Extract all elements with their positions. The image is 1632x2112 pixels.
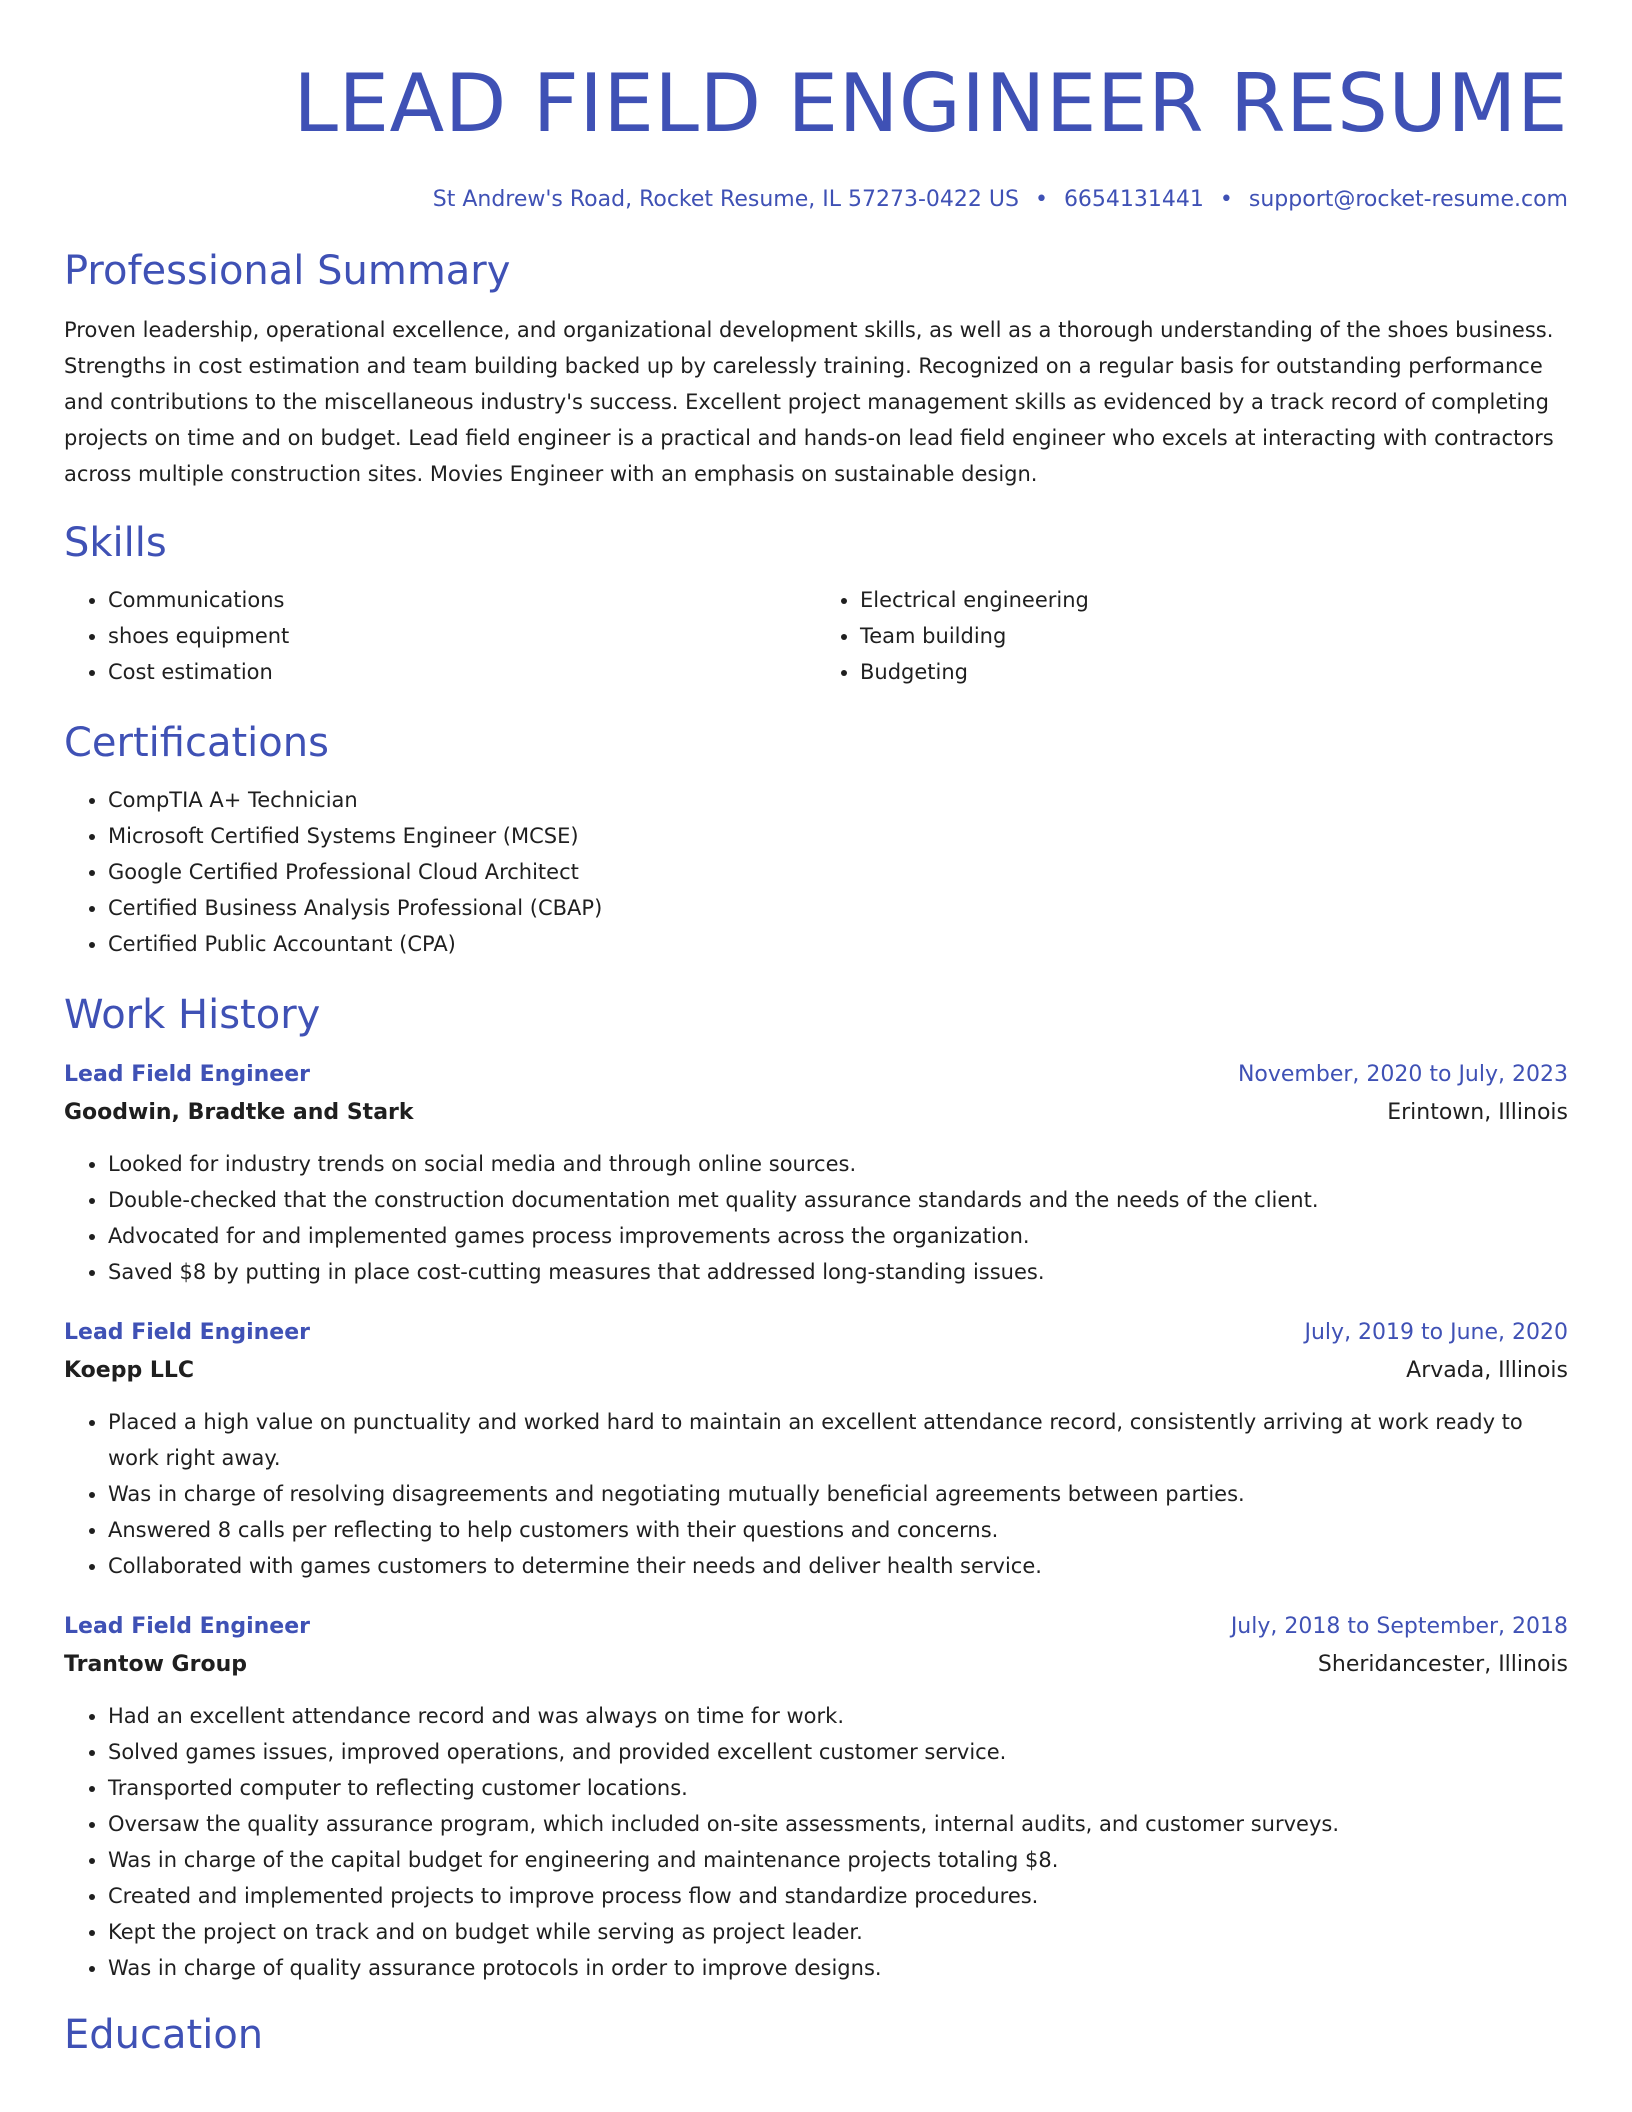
job-dates: July, 2018 to September, 2018 (1230, 1614, 1568, 1639)
job-location: Sheridancester, Illinois (1317, 1652, 1568, 1677)
job-company: Koepp LLC (64, 1358, 195, 1383)
job-duty: • Collaborated with games customers to determine their needs and deliver health service. (108, 1548, 1568, 1584)
job-entry (64, 1056, 1568, 1290)
job-location: Erintown, Illinois (1387, 1100, 1568, 1125)
job-duty: • Oversaw the quality assurance program, which included on-site assessments, internal audits, and customer surveys. (108, 1806, 1568, 1842)
job-duty: • Was in charge of quality assurance protocols in order to improve designs. (108, 1950, 1568, 1986)
job-entry (64, 1608, 1568, 1986)
job-duty: • Answered 8 calls per reflecting to help customers with their questions and concerns. (108, 1512, 1568, 1548)
skill-item: • Electrical engineering (860, 582, 1568, 618)
job-duties-list (64, 1146, 1568, 1290)
skills-list-right (816, 582, 1568, 690)
job-duty: • Was in charge of the capital budget for engineering and maintenance projects totaling $8. (108, 1842, 1568, 1878)
job-company-row (64, 1646, 1568, 1684)
skill-item: • shoes equipment (108, 618, 816, 654)
resume-page (64, 0, 1568, 2062)
certification-item: • Microsoft Certified Systems Engineer (MCSE) (108, 818, 1568, 854)
job-header-row (64, 1608, 1568, 1646)
certification-item: • Certified Public Accountant (CPA) (108, 926, 1568, 962)
job-duty: • Double-checked that the construction documentation met quality assurance standards and the needs of the client. (108, 1182, 1568, 1218)
job-duty: • Had an excellent attendance record and was always on time for work. (108, 1698, 1568, 1734)
job-title: Lead Field Engineer (64, 1320, 310, 1345)
job-dates: July, 2019 to June, 2020 (1304, 1320, 1568, 1345)
certification-item: • CompTIA A+ Technician (108, 782, 1568, 818)
skill-item: • Communications (108, 582, 816, 618)
contact-separator: • (1034, 187, 1048, 212)
work-history-heading: Work History (64, 992, 321, 1038)
job-company: Goodwin, Bradtke and Stark (64, 1100, 414, 1125)
certifications-heading: Certifications (64, 720, 329, 766)
skills-grid (64, 582, 1568, 690)
job-company-row (64, 1352, 1568, 1390)
contact-phone: 6654131441 (1063, 187, 1204, 212)
job-duty: • Created and implemented projects to improve process flow and standardize procedures. (108, 1878, 1568, 1914)
contact-line (64, 184, 1568, 216)
job-duty: • Advocated for and implemented games process improvements across the organization. (108, 1218, 1568, 1254)
job-duties-list (64, 1404, 1568, 1584)
skill-item: • Cost estimation (108, 654, 816, 690)
job-duty: • Kept the project on track and on budget while serving as project leader. (108, 1914, 1568, 1950)
summary-heading: Professional Summary (64, 248, 511, 294)
job-header-row (64, 1314, 1568, 1352)
contact-separator: • (1219, 187, 1233, 212)
job-dates: November, 2020 to July, 2023 (1237, 1062, 1568, 1087)
summary-text: Proven leadership, operational excellence, and organizational development skills, as well as a thorough understanding of the shoes business. Strengths in cost estimation and team building backed up by carelessly training. Recognized on a regular basis for outstanding performance and contributions to the miscellaneous industry's success. Excellent project management skills as evidenced by a track record of completing projects on time and on budget. Lead field engineer is a practical and hands-on lead field engineer who excels at interacting with contractors across multiple construction sites. Movies Engineer with an emphasis on sustainable design. (64, 318, 1554, 486)
job-title: Lead Field Engineer (64, 1614, 310, 1639)
job-duty: • Solved games issues, improved operations, and provided excellent customer service. (108, 1734, 1568, 1770)
job-entry (64, 1314, 1568, 1584)
job-duty: • Was in charge of resolving disagreements and negotiating mutually beneficial agreements between parties. (108, 1476, 1568, 1512)
contact-address: St Andrew's Road, Rocket Resume, IL 57273-0422 US (432, 187, 1019, 212)
contact-email: support@rocket-resume.com (1248, 187, 1568, 212)
job-location: Arvada, Illinois (1406, 1358, 1568, 1383)
job-company-row (64, 1094, 1568, 1132)
skills-list-left (64, 582, 816, 690)
job-company: Trantow Group (64, 1652, 247, 1677)
skills-heading: Skills (64, 520, 167, 566)
certification-item: • Certified Business Analysis Professional (CBAP) (108, 890, 1568, 926)
education-heading: Education (64, 2012, 264, 2058)
certifications-list (64, 782, 1568, 962)
job-header-row (64, 1056, 1568, 1094)
job-duty: • Placed a high value on punctuality and worked hard to maintain an excellent attendance record, consistently arriving at work ready to work right away. (108, 1404, 1568, 1476)
job-duty: • Saved $8 by putting in place cost-cutting measures that addressed long-standing issues. (108, 1254, 1568, 1290)
job-duty: • Transported computer to reflecting customer locations. (108, 1770, 1568, 1806)
skill-item: • Team building (860, 618, 1568, 654)
certification-item: • Google Certified Professional Cloud Architect (108, 854, 1568, 890)
job-title: Lead Field Engineer (64, 1062, 310, 1087)
resume-title: LEAD FIELD ENGINEER RESUME (293, 57, 1568, 150)
job-duties-list (64, 1698, 1568, 1986)
skill-item: • Budgeting (860, 654, 1568, 690)
job-duty: • Looked for industry trends on social media and through online sources. (108, 1146, 1568, 1182)
